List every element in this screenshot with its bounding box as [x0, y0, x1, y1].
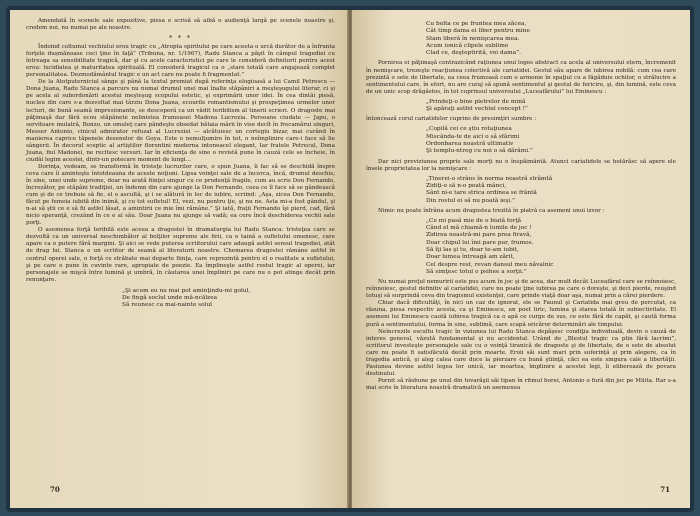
paragraph: Îndoind coltumul vechiului erou tragic cu „Atropta spiritului pe care aceeta o urcă durător de a înfrunta forţele dușmănoase ceci ţine în faţă” (Tribuna, nr. 1/1967), Radu Stanca a păşit în câmpul tragediei cu întreaga sa sensibilitate tragică, dar şi cu acele caracteristici pe care le consideră definitorii pentru acest erou: lucidiatea şi maturitatea spirituală. El consideră tragicul ca o „stare totală care angajează complet personalitatea. Dezmodământul tragic e un act care nu poate fi fragmentat.”	[26, 44, 335, 79]
paragraph: Nimic nu poate înfrâna acum dragostea trezită în piatră ca asemeni unui izvor :	[378, 207, 605, 214]
verse-line: „Prindeţi-o bine pietrelor de mină	[426, 98, 526, 105]
verse-line: „Copilă cei ce ştiu rotaţiunea	[426, 126, 512, 133]
verse-quote	[426, 218, 676, 276]
verse-line: „Tinerei-o strâns în norma noastră strâmtă	[426, 175, 553, 182]
verse-line: Sânt ni-e tare strica ordinea se frântă	[426, 190, 537, 197]
paragraph: Dar nici previziunea proprie sale morţi nu o înspăimântă. Atunci cariatidele se hotărăsc să apere ele însele proprietatea lor la nemişcare :	[366, 158, 676, 172]
verse-line: Zidiţi-o să n-o poată mânci,	[426, 182, 507, 189]
verse-line: Cât timp dama ei liber pentru mine	[426, 28, 530, 35]
open-book	[6, 6, 694, 512]
verse-line: Din rostul ei să nu poată ieşi.”	[426, 197, 515, 204]
verse-line: Clad ce, deşteptirită, voi dama”.	[426, 50, 521, 57]
verse-line: Cel despre rest, revan dansul meu năvalnic	[426, 261, 554, 268]
paragraph: întoncează corul cariatidelor cuprins de presimţiri sumbre :	[366, 116, 537, 123]
verse-line: Acum ionică clipele sublime	[426, 42, 509, 49]
verse-quote	[426, 99, 676, 114]
verse-line: De fingă soclul unde mă-ncălzea	[122, 294, 218, 301]
paragraph: De la Atotputerniciul sânge şi până la textul premiat după referinţa elogioasă a lui Camil Petrescu — Dona Juana, Radu Stanca a parcurs nu numai drumul unei mai înalte stăpâniri a meşteşugului literar, ci şi pe acela al subordonării acestui meşteşug scopului estetic, şi exprimării unor idei. În cea dintâi piesă, nucleu din care s-a dezvoltat mai târziu Dona Juana, ecourile romantismului şi prospeţimea urmelor unor lecturi, de bună seamă impresionante, se descoperă ca un vădit teribilism al tinerii scrieri. O dragoste mai păţimaşă dar fără ecou stăpânete nelinistea frumoasei Madona Lucrezia. Persoane ciudate — Japu, o servitoare mulatră, Bonzo, un omuleţ care pândeşte obsedat bătaia mării în vise decît în frecamărui singuri, Messer Antonio, cinicul admirator refuzat al Lucreziei — alcătuiesc un cortegiu bizar, mai curând în manierea caprice tăpenele desenelor de Goya. Este o nemulţumire în tot, o neîmplinire care-i face să lie sângerii. În decorul sceptic al artiştilor florentini moderna intoneacel elegant, Iar fratele Petrecul, Dona Juana, fiul Madonei, ne recitesc versuri. Iar în eficienţa de sine o revistă pune în cauză cele se încheie, în ciudăi legim acestei, dintr-un potecare moment de lungi...	[26, 79, 335, 163]
paragraph: Chiar dacă dificultăţi, în nici un caz de ignorat, ele se Faunul şi Cariatida mai greu de percutat, ca răsuna, piesa respectiv acesta, ca şi Eminescu, un poet liric, lumina şi starea totală în subiectivitate. El asemeni lui Eminescu caută iubirea tragică ca o apă ce curge de sus, ce este fără de capăt, şi caută forma pură a sentimentului, forma în sine, sublimă, care scapă oricăror determinări ale timpului.	[366, 300, 676, 328]
verse-line: Zidirea noastră-mi pare prea firavă,	[426, 232, 532, 239]
page-number: 70	[50, 485, 60, 494]
verse-line: Să simţesc totul o psihee a sorţii.”	[426, 268, 527, 275]
verse-line: Doar lumea întreagă am zărit,	[426, 254, 515, 261]
page-number: 71	[660, 485, 670, 494]
verse-line: Să reunesc ca mai-nainte solul	[122, 302, 213, 309]
paragraph: O asemenea forţă teribilă este aceea a dragostei în dramaturgia lui Radu Stanca: tristeţea care se dezvoltă ca un universal neschimbător al bolţilor supreme ale firii, ca o taină a sufletului omenesc, care apare ca o putere fără margini. Şi aici se vede puterea scriitorului care adaugă astfel sensul tragediei, atât de drag lui. Stanca e un scriitor de seamă al literaturii noastre. Chemarea dragostei rămâne astfel în centrul operei sale, o forţă ce străbate mai departe fiinţa, care reprezintă pentru el o realitate a sufletului, şi pe care o pune în cuvinte rare, apropiate de poezie. Ea împlineşte astfel rostul tragic al operei, iar personajele se mişcă între lumină şi umbră, în căutarea unei împliniri pe care nu o pot atinge decât prin renunţare.	[26, 227, 335, 283]
verse-line: Cu bolta ce pe fruntea mea zăcea,	[426, 21, 527, 27]
verse-quote	[426, 126, 676, 155]
verse-line: Doar chipul lui îmi pare pur, frumos.	[426, 239, 534, 246]
paragraph: Neîncrezile escultu tragic în viziunea lui Radu Stanca depăşesc condiţia individuală, devin o cauză de interes general, văzută fundamental şi nu accidental. Urând de „Blestul tragic ca plin fără lacrimi”, scriitorul investeşte personajele sale cu o voinţă tiranică de dragoste şi de libertate, de o sete de absolut care nu poate fi satisfăcută decât prin moarte. Eroii săi sunt mari prin suferinţă şi prin alegere, ca în tragedia antică, şi aleg calea care duce la pierzare cu bună ştiinţă, căci ea este singura cale a libertăţii. Pasiunea devine astfel legea lor unică, iar moartea, împlinire a acestei legi, îi eliberează de povara destinului.	[366, 328, 676, 377]
verse-line: Să îţi las şi tu, doar te-am iubit,	[426, 247, 519, 254]
paragraph: Amendată în scenele sale expozitive, piesa e scrisă să aibă o audienţă largă pe scenele noastre şi, credem noi, nu numai pe ale noastre.	[26, 18, 335, 32]
verse-quote	[122, 288, 335, 310]
verse-line: Ordonbarea noastră ultimativ	[426, 140, 514, 147]
verse-line: Şi templu-ntreg cu noi o să dărâmi.”	[426, 148, 533, 155]
verse-quote	[426, 21, 676, 57]
verse-line: „Ce mi pasă mie de o biată forţă	[426, 217, 522, 224]
paragraph: Pornirea ei păţimaşă contrazicând raţiunea unui logos abstract ca acela al universului etern, încremenit în nemişcare, trezeşte reacţiunea colectivă ale cariatidei. Gestul său apare de iubirea nobilă: cum cea care prezintă o sete de libertate, ea ceea frumoasă cum o armonie în spaţiul cu a făgăduie ochilor, o strălucire a sentimentului care, în efort, nu are curaj să spună sentimentul şi gestul de fericire, şi, din lumină, este ceva de un unic scop drăgăstos, în tot cuprinsul universului „Luceafărului” lui Eminescu :	[366, 60, 676, 95]
verse-line: Stam liberă în nemişcarea mea.	[426, 35, 520, 42]
verse-line: Şi apăraţi astfel vechiul concept !”	[426, 106, 528, 113]
verse-line: Când el mă chiamă-n lumile de joc !	[426, 225, 532, 232]
right-page	[352, 10, 690, 508]
paragraph: Nu numai preţul nemuririi este pus acum în joc şi de acea, dar mult decât Luceafărul care se reînnoiesc, reînnoiesc, gestul definitiv al cariatidei, care nu poate ţine iubirea pe care o doreşte, şi deci pierde, reuşind totuşi să surprindă ceva din tragismul existenţei, care prinde viaţă doar aşa, numai prin a cărei pierdere.	[366, 279, 676, 300]
paragraph: Dorinţa, vedeam, se transformă în tristeţe lucrurilor care, o spun Juana, îi fac să se deschidă înspre ceva care îi aminteşte întotdeauna de aceste noţiuni. Lipsa voinţei sale de a încerca, încă, drumul deschis; în sine, unei unde supreme, doar nu arată fiinţei singur cu ce prudenţă fragile, cum au scris Don Fernando, încrezător, pe stăpâni tradiţiei, un îndemn din care ajunge la Don Fernando, ceea ce îl face să se gândească cum şi de ce trebuie să fie, el o ascultă, şi i se alătură în loc de iubire, scriind: „Aşa, zicea Don Fernando, făcut pe femeia iubită din inimă, şi cu tot sufletul! El, vezi, nu pentru ţie, şi nu ne. Asta mi-a fost gândul, şi n-ai să ştii ce e să fii astfel lăsat, a amintirii ce mie îmi rămâne.” Şi iată, fraţii Fernando îşi pierd, cad, fără nicio speranţă, crezând în ce e al său. Doar Juana nu ajunge să vadă; ea cere încă deschiderea vechii sale porţi.	[26, 163, 335, 227]
section-separator: * * *	[169, 35, 192, 43]
verse-line: „Şi acum eu nu mai pot aminţindu-mi golul,	[122, 287, 251, 294]
left-page	[10, 10, 348, 508]
paragraph: Pornit să răsbune pe unul din tovarăşii săi tipan în ritmul borei, Antonio o fură din joc pe Milita. Rar s-a mai scris în literatura noastră dramatică un asemenea	[366, 377, 676, 391]
verse-quote	[426, 176, 676, 205]
verse-line: Miscânda-te de aici o să sfârimi	[426, 133, 520, 140]
